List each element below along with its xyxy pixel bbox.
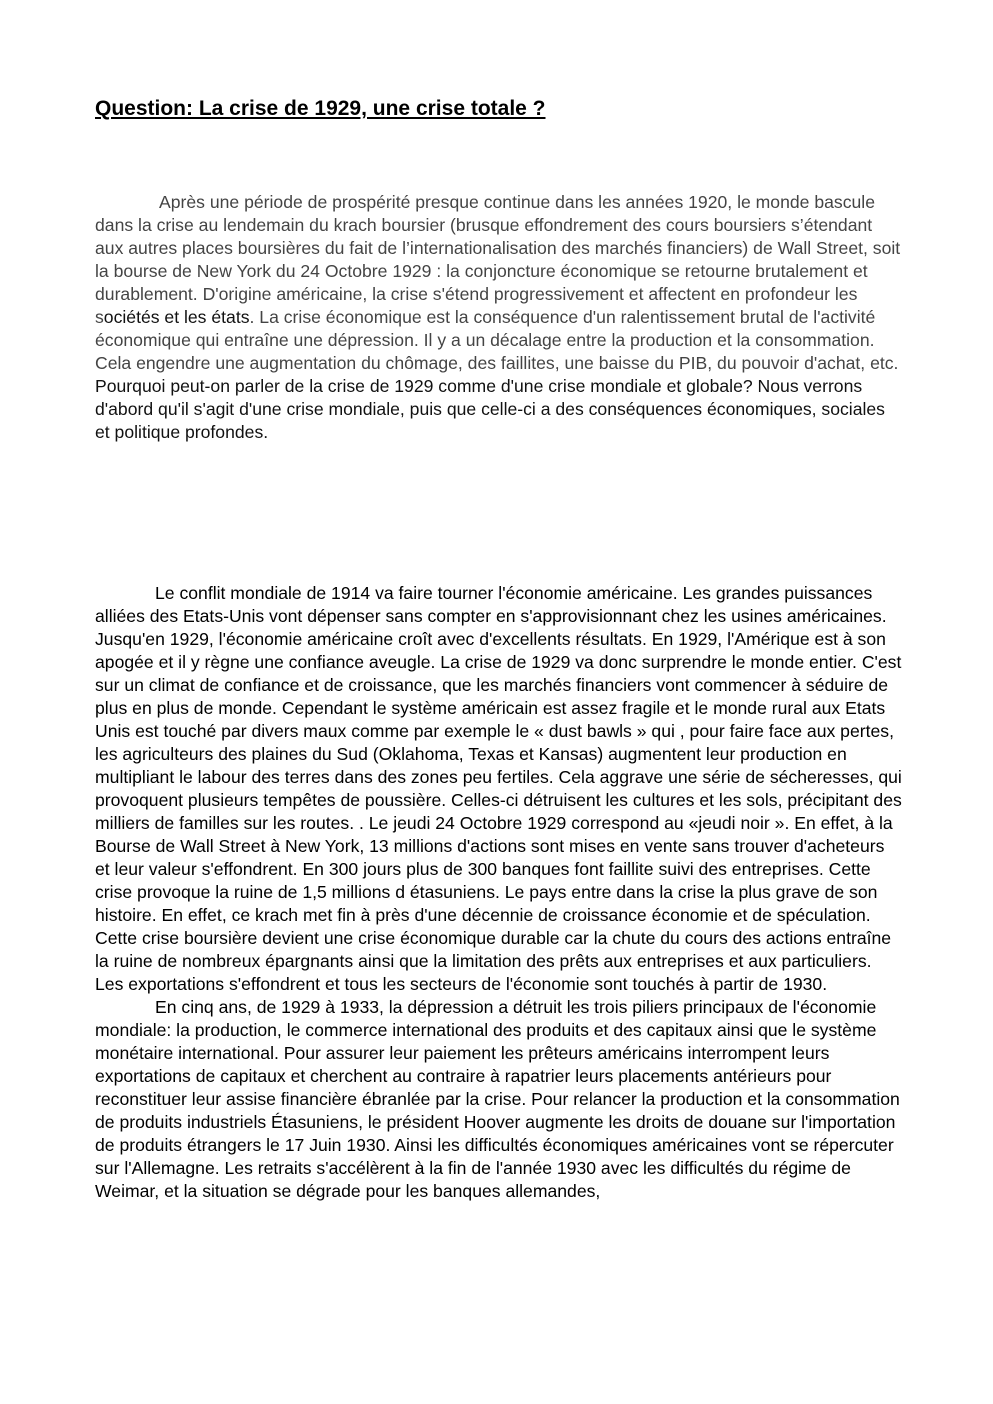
intro-text-part-1: Après une période de prospérité presque continue dans les années 1920, le monde bascule dans la crise au lendemain du krach boursier (brusque effondrement des cours boursiers s’étendant aux autres places boursières du fait de l’internationalisation des marchés financiers) de Wall Street, soit la bourse de New York du 24 Octobre 1929 : la conjoncture économique se retourne brutalement et durablement. D'origine américaine, la crise s'étend progressivement et affectent en profondeur les s — [95, 192, 901, 327]
intro-text-part-2: ociétés et les états — [103, 307, 250, 327]
problematique-text: Pourquoi peut-on parler de la crise de 1929 comme d'une crise mondiale et globale? Nous verrons d'abord qu'il s'agit d'une crise mondiale, puis que celle-ci a des conséquences économiques, sociales et politique profondes. — [95, 376, 885, 442]
intro-paragraph — [95, 191, 903, 444]
body-paragraph-1: Le conflit mondiale de 1914 va faire tourner l'économie américaine. Les grandes puissances alliées des Etats-Unis vont dépenser sans compter en s'approvisionnant chez les usines américaines. Jusqu'en 1929, l'économie américaine croît avec d'excellents résultats. En 1929, l'Amérique est à son apogée et il y règne une confiance aveugle. La crise de 1929 va donc surprendre le monde entier. C'est sur un climat de confiance et de croissance, que les marchés financiers vont commencer à séduire de plus en plus de monde. Cependant le système américain est assez fragile et le monde rural aux Etats Unis est touché par divers maux comme par exemple le « dust bawls » qui , pour faire face aux pertes, les agriculteurs des plaines du Sud (Oklahoma, Texas et Kansas) augmentent leur production en multipliant le labour des terres dans des zones peu fertiles. Cela aggrave une série de sécheresses, qui provoquent plusieurs tempêtes de poussière. Celles-ci détruisent les cultures et les sols, précipitant des milliers de familles sur les routes. . Le jeudi 24 Octobre 1929 correspond au «jeudi noir ». En effet, à la Bourse de Wall Street à New York, 13 millions d'actions sont mises en vente sans trouver d'acheteurs et leur valeur s'effondrent. En 300 jours plus de 300 banques font faillite suivi des entreprises. Cette crise provoque la ruine de 1,5 millions d étasuniens. Le pays entre dans la crise la plus grave de son histoire. En effet, ce krach met fin à près d'une décennie de croissance économie et de spéculation. Cette crise boursière devient une crise économique durable car la chute du cours des actions entraîne la ruine de nombreux épargnants ainsi que la limitation des prêts aux entreprises et aux particuliers. Les exportations s'effondrent et tous les secteurs de l'économie sont touchés à partir de 1930. — [95, 583, 902, 994]
page-title: Question: La crise de 1929, une crise totale ? — [95, 97, 546, 120]
body-paragraph-2: En cinq ans, de 1929 à 1933, la dépression a détruit les trois piliers principaux de l'économie mondiale: la production, le commerce international des produits et des capitaux ainsi que le système monétaire international. Pour assurer leur paiement les prêteurs américains interrompent leurs exportations de capitaux et cherchent au contraire à rapatrier leurs placements antérieurs pour reconstituer leur assise financière ébranlée par la crise. Pour relancer la production et la consommation de produits industriels Étasuniens, le président Hoover augmente les droits de douane sur l'importation de produits étrangers le 17 Juin 1930. Ainsi les difficultés économiques américaines vont se répercuter sur l'Allemagne. Les retraits s'accélèrent à la fin de l'année 1930 avec les difficultés du régime de Weimar, et la situation se dégrade pour les banques allemandes, — [95, 997, 900, 1201]
intro-text-part-3: . La crise économique est la conséquence d'un ralentissement brutal de l'activité économique qui entraîne une dépression. Il y a un décalage entre la production et la consommation. Cela engendre une augmentation du chômage, des faillites, une baisse du PIB, du pouvoir d'achat, etc. — [95, 307, 899, 373]
body-section — [95, 582, 903, 1203]
